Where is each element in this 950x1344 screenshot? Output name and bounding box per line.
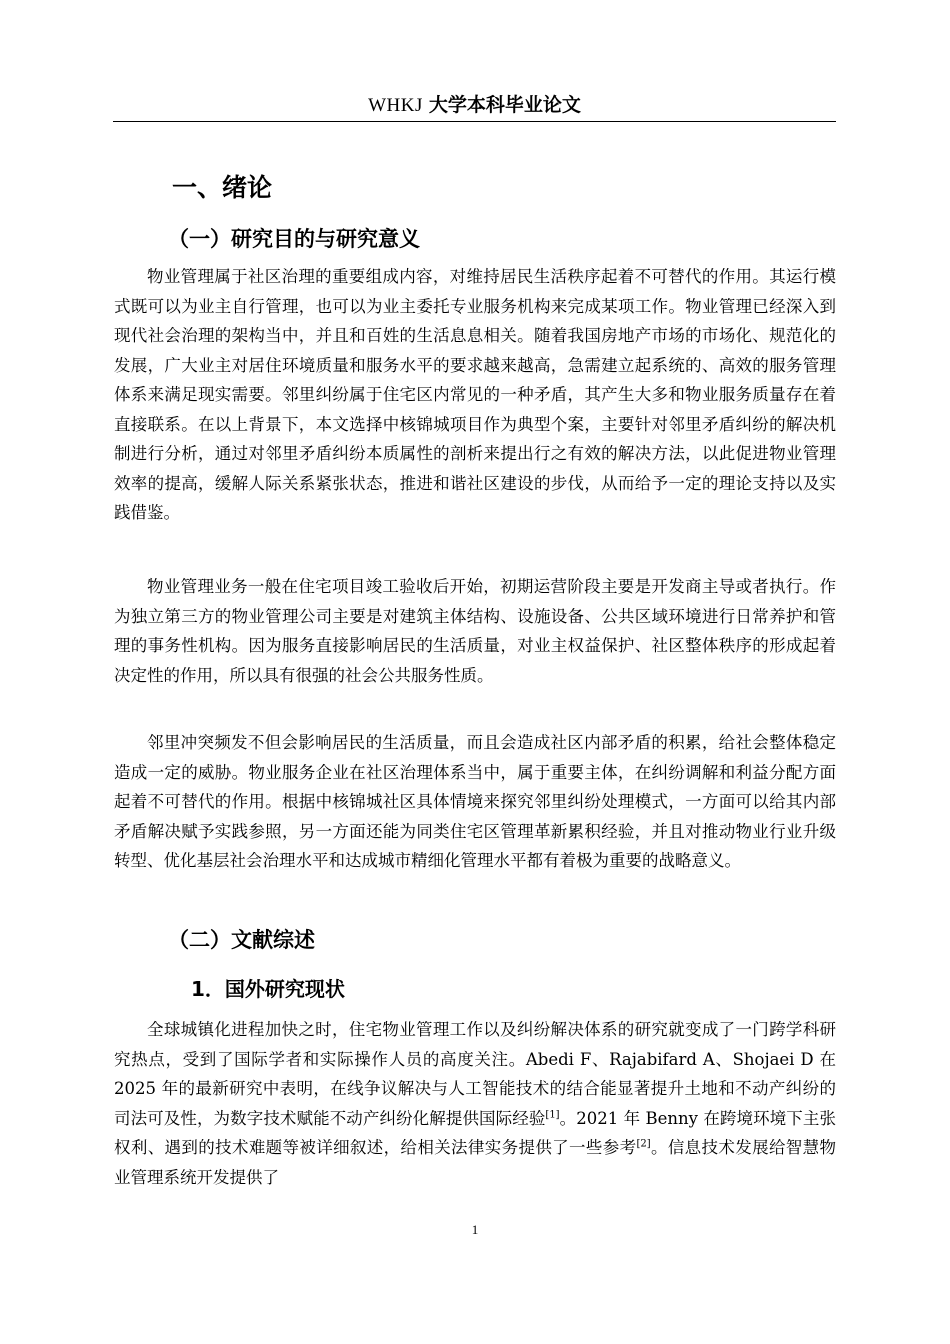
- header-rule: [113, 121, 836, 122]
- running-header: [113, 93, 836, 118]
- citation-1: [1]: [545, 1109, 560, 1120]
- paragraph-4-text-a: 全球城镇化进程加快之时，住宅物业管理工作以及纠纷解决体系的研究就变成了一门跨学科研究热点，受到了国际学者和实际操作人员的高度关注。Abedi F、Rajabifard A、Shojaei D 在 2025 年的最新研究中表明，在线争议解决与人工智能技术的结合能显著提升土地和不动产纠纷的司法可及性，为数字技术赋能不动产纠纷化解提供国际经验: [114, 1020, 836, 1128]
- paragraph-4-text-c: 。信息技术发展给智慧物业管理系统开发提供了: [114, 1138, 837, 1187]
- paragraph-4: [114, 1015, 836, 1192]
- page-number: 1: [471, 1222, 479, 1237]
- section-title-purpose: （一）研究目的与研究意义: [168, 227, 420, 251]
- paragraph-1: 物业管理属于社区治理的重要组成内容，对维持居民生活秩序起着不可替代的作用。其运行模式既可以为业主自行管理，也可以为业主委托专业服务机构来完成某项工作。物业管理已经深入到现代社会治理的架构当中，并且和百姓的生活息息相关。随着我国房地产市场的市场化、规范化的发展，广大业主对居住环境质量和服务水平的要求越来越高，急需建立起系统的、高效的服务管理体系来满足现实需要。邻里纠纷属于住宅区内常见的一种矛盾，其产生大多和物业服务质量存在着直接联系。在以上背景下，本文选择中核锦城项目作为典型个案，主要针对邻里矛盾纠纷的解决机制进行分析，通过对邻里矛盾纠纷本质属性的剖析来提出行之有效的解决方法，以此促进物业管理效率的提高，缓解人际关系紧张状态，推进和谐社区建设的步伐，从而给予一定的理论支持以及实践借鉴。: [114, 267, 836, 522]
- subsection-title-foreign: 1．国外研究现状: [191, 977, 345, 1001]
- header-university-code: WHKJ: [368, 95, 423, 116]
- header-thesis-label: 大学本科毕业论文: [428, 94, 581, 116]
- section-title-literature: （二）文献综述: [168, 928, 315, 952]
- paragraph-3: 邻里冲突频发不但会影响居民的生活质量，而且会造成社区内部矛盾的积累，给社会整体稳定造成一定的威胁。物业服务企业在社区治理体系当中，属于重要主体，在纠纷调解和利益分配方面起着不可替代的作用。根据中核锦城社区具体情境来探究邻里纠纷处理模式，一方面可以给其内部矛盾解决赋予实践参照，另一方面还能为同类住宅区管理革新累积经验，并且对推动物业行业升级转型、优化基层社会治理水平和达成城市精细化管理水平都有着极为重要的战略意义。: [114, 733, 836, 870]
- paragraph-2: 物业管理业务一般在住宅项目竣工验收后开始，初期运营阶段主要是开发商主导或者执行。作为独立第三方的物业管理公司主要是对建筑主体结构、设施设备、公共区域环境进行日常养护和管理的事务性机构。因为服务直接影响居民的生活质量，对业主权益保护、社区整体秩序的形成起着决定性的作用，所以具有很强的社会公共服务性质。: [114, 577, 836, 685]
- chapter-title: 一、绪论: [172, 173, 273, 202]
- paragraph-4-text-b: 。2021 年 Benny 在跨境环境下主张权利、遇到的技术难题等被详细叙述，给相关法律实务提供了一些参考: [114, 1108, 836, 1157]
- citation-2: [2]: [636, 1138, 651, 1150]
